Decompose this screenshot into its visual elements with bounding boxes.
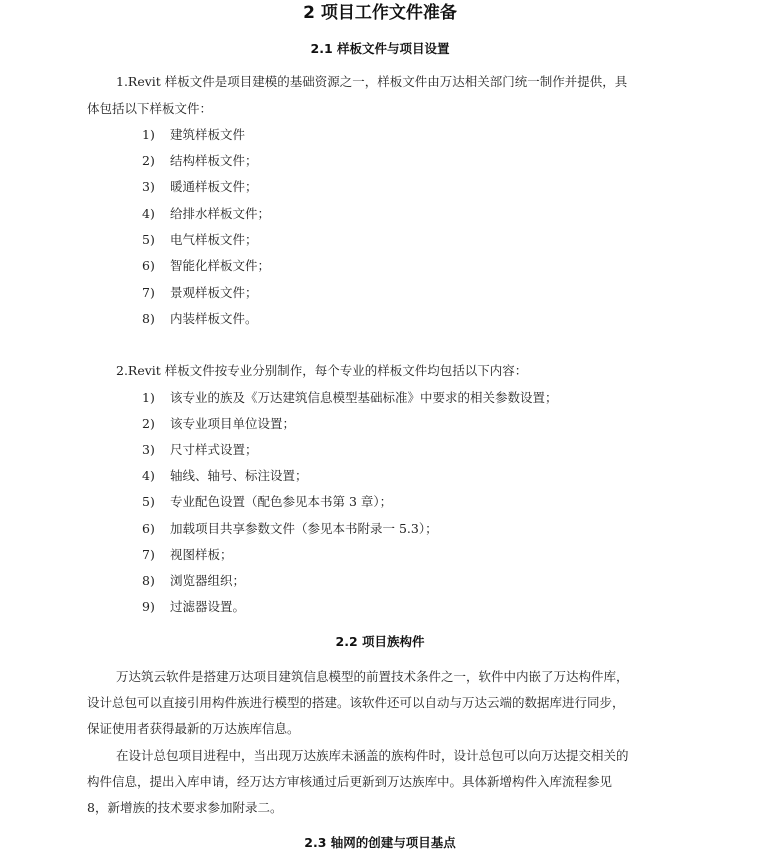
list-item: 6) 智能化样板文件； — [142, 258, 271, 273]
chapter-title: 2 项目工作文件准备 — [303, 3, 457, 23]
list-item: 5) 电气样板文件； — [142, 232, 258, 247]
paragraph-line: 设计总包可以直接引用构件族进行模型的搭建。该软件还可以自动与万达云端的数据库进行同步， — [87, 695, 625, 710]
paragraph-line: 保证使用者获得最新的万达族库信息。 — [87, 721, 300, 736]
list-item: 3) 尺寸样式设置； — [142, 442, 258, 457]
list-item: 7) 视图样板； — [142, 547, 233, 562]
section-2-2-title: 2.2 项目族构件 — [335, 634, 425, 649]
list-item: 9) 过滤器设置。 — [142, 599, 246, 614]
list-item: 1) 建筑样板文件 — [142, 127, 246, 142]
list-item: 8) 浏览器组织； — [142, 573, 246, 588]
section-2-1-intro-line2: 体包括以下样板文件： — [87, 101, 213, 116]
paragraph-line: 8，新增族的技术要求参加附录二。 — [87, 800, 283, 815]
section-2-1-intro-line1: 1.Revit 样板文件是项目建模的基础资源之一，样板文件由万达相关部门统一制作并提供，具 — [116, 74, 628, 89]
list-item: 7) 景观样板文件； — [142, 285, 258, 300]
list-item: 4) 轴线、轴号、标注设置； — [142, 468, 308, 483]
list-item: 6) 加载项目共享参数文件（参见本书附录一 5.3）； — [142, 521, 438, 536]
list-item: 4) 给排水样板文件； — [142, 206, 271, 221]
list-item: 1) 该专业的族及《万达建筑信息模型基础标准》中要求的相关参数设置； — [142, 390, 558, 405]
list-item: 8) 内装样板文件。 — [142, 311, 258, 326]
list-item: 3) 暖通样板文件； — [142, 179, 258, 194]
list-item: 2) 结构样板文件； — [142, 153, 258, 168]
paragraph-line: 构件信息，提出入库申请，经万达方审核通过后更新到万达族库中。具体新增构件入库流程参见 — [87, 774, 613, 789]
paragraph-line: 在设计总包项目进程中，当出现万达族库未涵盖的族构件时，设计总包可以向万达提交相关的 — [116, 748, 629, 763]
paragraph-line: 万达筑云软件是搭建万达项目建筑信息模型的前置技术条件之一，软件中内嵌了万达构件库， — [116, 669, 629, 684]
section-2-1-title: 2.1 样板文件与项目设置 — [310, 41, 450, 56]
section-2-1-intro2: 2.Revit 样板文件按专业分别制作，每个专业的样板文件均包括以下内容： — [116, 363, 528, 378]
list-item: 2) 该专业项目单位设置； — [142, 416, 296, 431]
section-2-3-title: 2.3 轴网的创建与项目基点 — [304, 835, 456, 850]
list-item: 5) 专业配色设置（配色参见本书第 3 章）； — [142, 494, 393, 509]
